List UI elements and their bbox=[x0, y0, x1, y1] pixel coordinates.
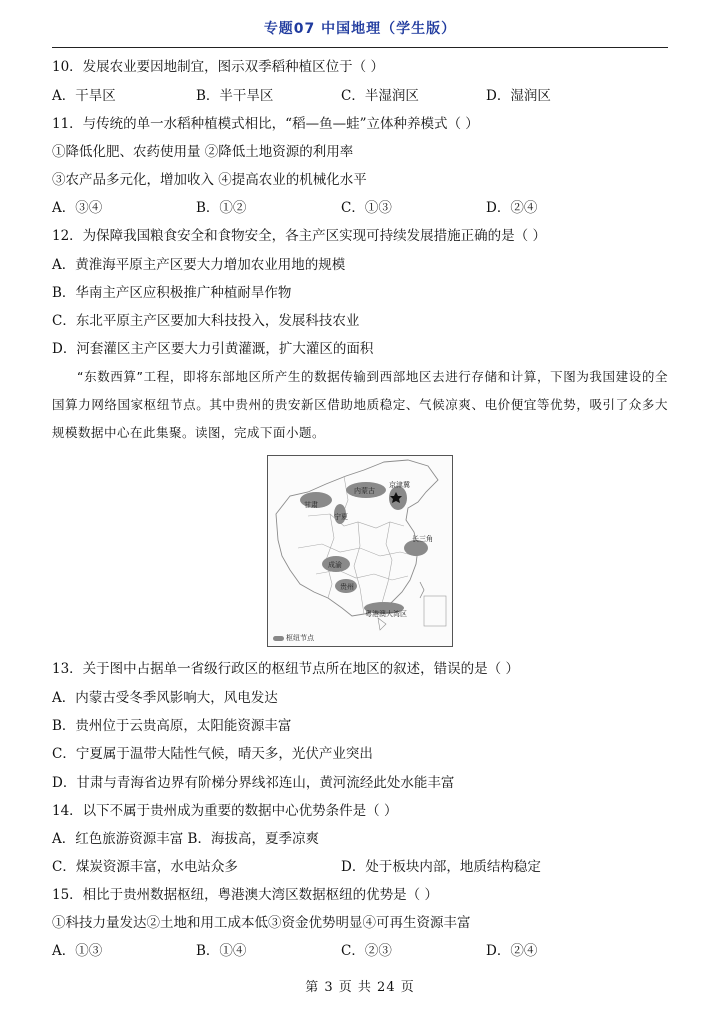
q11-item-line-1: ①降低化肥、农药使用量 ②降低土地资源的利用率 bbox=[52, 144, 354, 160]
province-boundary bbox=[308, 514, 404, 528]
map-label-chengyu: 成渝 bbox=[328, 561, 342, 569]
q13-option-b: B．贵州位于云贵高原，太阳能资源丰富 bbox=[52, 718, 292, 734]
province-boundary bbox=[326, 514, 334, 598]
q12-option-c: C．东北平原主产区要加大科技投入，发展科技农业 bbox=[52, 313, 360, 329]
q15-option-a: A．①③ bbox=[52, 943, 103, 959]
reading-passage: “东数西算”工程，即将东部地区所产生的数据传输到西部地区去进行存储和计算，下图为我国建设的全国算力网络国家枢纽节点。其中贵州的贵安新区借助地质稳定、气候凉爽、电价便宜等优势，吸引了众多大规模数据中心在此集聚。读图，完成下面小题。 bbox=[52, 369, 668, 440]
province-boundary bbox=[354, 522, 364, 614]
q11-item-line-2: ③农产品多元化，增加收入 ④提高农业的机械化水平 bbox=[52, 172, 367, 188]
map-label-ningxia: 宁夏 bbox=[334, 513, 348, 521]
q12-stem: 12．为保障我国粮食安全和食物安全，各主产区实现可持续发展措施正确的是（ ） bbox=[52, 228, 546, 244]
header-divider bbox=[52, 47, 668, 48]
q11-stem: 11．与传统的单一水稻种植模式相比，“稻—鱼—蛙”立体种养模式（ ） bbox=[52, 116, 479, 132]
q12-option-b: B．华南主产区应积极推广种植耐旱作物 bbox=[52, 285, 292, 301]
q15-option-c: C．②③ bbox=[341, 943, 392, 959]
hub-node-map bbox=[267, 455, 453, 647]
q14-stem: 14．以下不属于贵州成为重要的数据中心优势条件是（ ） bbox=[52, 803, 398, 819]
province-boundary bbox=[298, 544, 416, 556]
map-label-gangao: 粤港澳大湾区 bbox=[365, 610, 407, 618]
q11-option-d: D．②④ bbox=[486, 200, 538, 216]
legend-node-label: 枢纽节点 bbox=[286, 634, 314, 642]
map-label-jingjinji: 京津冀 bbox=[389, 481, 410, 489]
q11-option-b: B．①② bbox=[196, 200, 247, 216]
q13-option-d: D．甘肃与青海省边界有阶梯分界线祁连山，黄河流经此处水能丰富 bbox=[52, 775, 455, 791]
taiwan-outline bbox=[420, 582, 424, 598]
q12-option-d: D．河套灌区主产区要大力引黄灌溉，扩大灌区的面积 bbox=[52, 341, 374, 357]
q15-option-b: B．①④ bbox=[196, 943, 247, 959]
q10-option-d: D．湿润区 bbox=[486, 88, 551, 104]
q14-option-c: C．煤炭资源丰富，水电站众多 bbox=[52, 859, 238, 875]
page-header-title: 专题07 中国地理（学生版） bbox=[263, 21, 457, 37]
q10-option-a: A．干旱区 bbox=[52, 88, 116, 104]
q13-stem: 13．关于图中占据单一省级行政区的枢纽节点所在地区的叙述，错误的是（ ） bbox=[52, 661, 519, 677]
province-boundary bbox=[380, 522, 392, 610]
q13-option-c: C．宁夏属于温带大陆性气候，晴天多，光伏产业突出 bbox=[52, 746, 373, 762]
q10-option-c: C．半湿润区 bbox=[341, 88, 419, 104]
q11-option-c: C．①③ bbox=[341, 200, 392, 216]
map-label-guizhou: 贵州 bbox=[340, 583, 354, 591]
south-sea-inset bbox=[424, 596, 446, 626]
q12-option-a: A．黄淮海平原主产区要大力增加农业用地的规模 bbox=[52, 257, 346, 273]
q15-items: ①科技力量发达②土地和用工成本低③资金优势明显④可再生资源丰富 bbox=[52, 915, 471, 931]
map-legend bbox=[273, 633, 314, 643]
island-outline bbox=[378, 618, 386, 630]
map-label-gansu: 甘肃 bbox=[304, 501, 318, 509]
legend-node-swatch bbox=[273, 636, 284, 641]
map-label-neimenggu: 内蒙古 bbox=[354, 487, 375, 495]
q10-option-b: B．半干旱区 bbox=[196, 88, 274, 104]
q14-option-d: D．处于板块内部，地质结构稳定 bbox=[341, 859, 541, 875]
page-number-footer: 第 3 页 共 24 页 bbox=[305, 980, 415, 995]
china-outline-map bbox=[268, 456, 452, 646]
map-label-changsanjiao: 长三角 bbox=[412, 535, 433, 543]
q15-stem: 15．相比于贵州数据枢纽，粤港澳大湾区数据枢纽的优势是（ ） bbox=[52, 887, 438, 903]
q10-stem: 10．发展农业要因地制宜，图示双季稻种植区位于（ ） bbox=[52, 59, 384, 75]
q11-option-a: A．③④ bbox=[52, 200, 103, 216]
q13-option-a: A．内蒙古受冬季风影响大，风电发达 bbox=[52, 690, 278, 706]
q14-options-ab: A．红色旅游资源丰富 B．海拔高，夏季凉爽 bbox=[52, 831, 319, 847]
q15-option-d: D．②④ bbox=[486, 943, 538, 959]
